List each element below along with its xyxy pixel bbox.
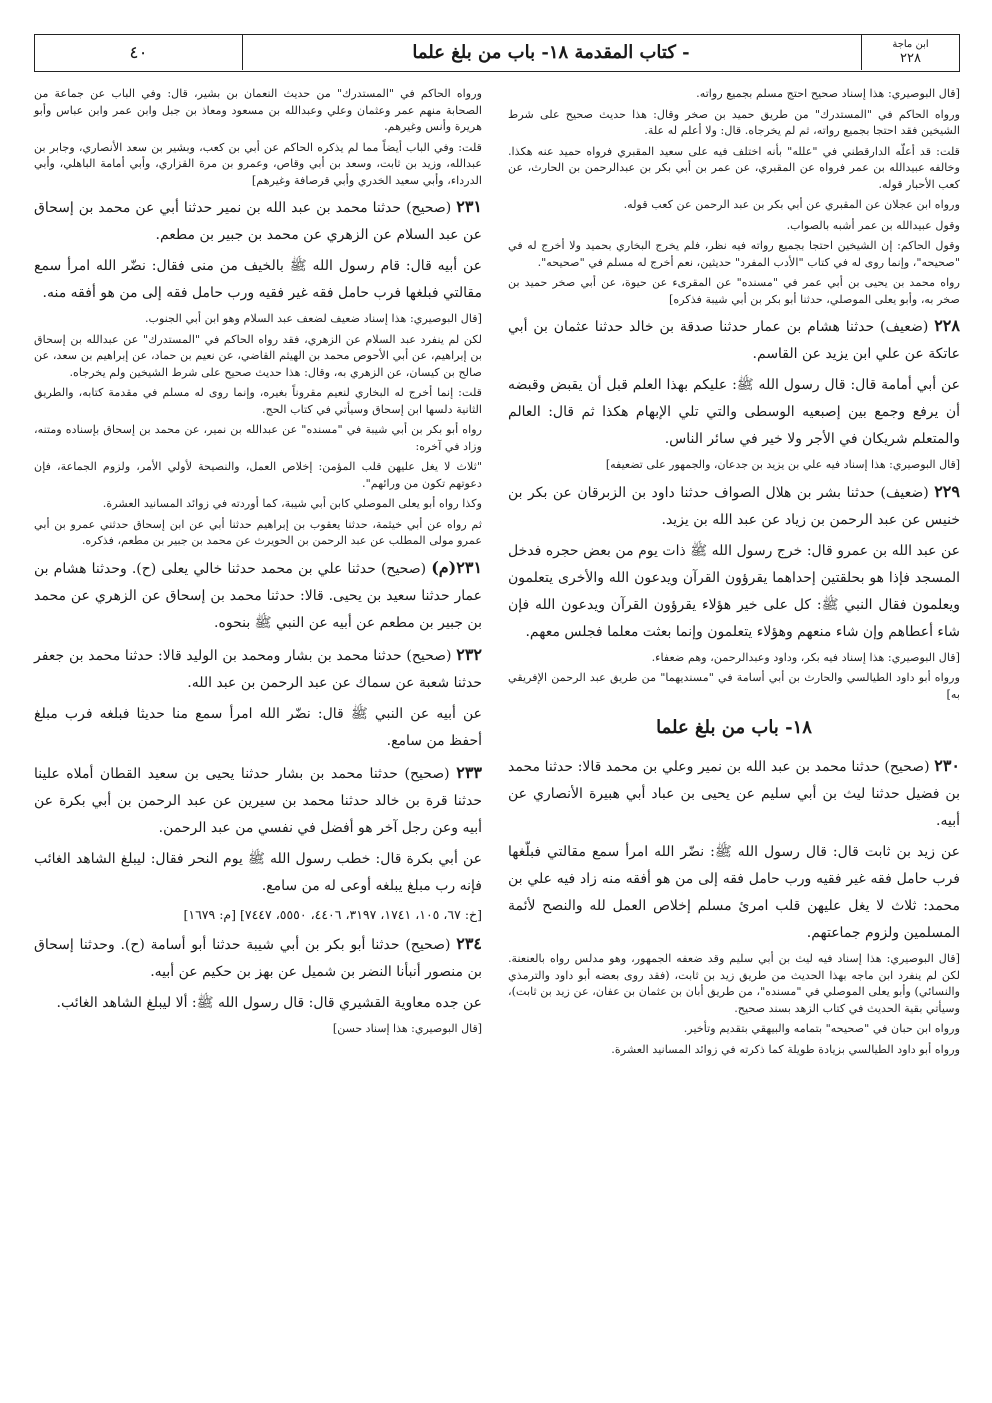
hadith-230 (508, 752, 960, 835)
footnote: قلت: إنما أخرج له البخاري لنعيم مقروناً بغيره، وإنما روى له مسلم في مقدمة كتابه، والطريق الثانية دلسها ابن إسحاق وسيأتي في كتاب الحج. (34, 386, 482, 416)
hadith-number: ٢٢٩ (934, 481, 960, 501)
hadith-grade: (ضعيف) (880, 319, 929, 335)
page-header (34, 34, 960, 72)
hadith-231m (34, 554, 482, 637)
footnote: ورواه الحاكم في "المستدرك" من طريق حميد بن صخر وقال: هذا حديث صحيح على شرط الشيخين فقد احتجا بجميع رواته، ثم لم يخرجاه. قال: ولا أعلم له علة. (508, 107, 960, 137)
hadith-grade: (صحيح) (406, 200, 452, 216)
footnote: قلت: قد أعلّه الدارقطني في "علله" بأنه اختلف فيه على سعيد المقبري فرواه حميد عنه هكذا. وخالفه عبيدالله بن عمر فرواه عن المقبري، عن عمر بن أبي بكر بن عبدالرحمن بن الحارث، عن كعب الأحبار قوله. (508, 144, 960, 191)
hadith-grade: (صحيح) (380, 560, 427, 577)
footnote: وكذا رواه أبو يعلى الموصلي كابن أبي شيبة، كما أوردته في زوائد المسانيد العشرة. (102, 497, 482, 510)
right-column (508, 86, 960, 1062)
cross-references: [خ: ٦٧، ١٠٥، ١٧٤١، ٣١٩٧، ٤٤٠٦، ٥٥٥٠، ٧٤٤٧] [م: ١٦٧٩] (183, 906, 482, 922)
hadith-number: ٢٣٣ (456, 762, 482, 782)
footnote: ورواه أبو داود الطيالسي والحارث بن أبي أسامة في "مسنديهما" من طريق عبد الرحمن الإفريقي به] (508, 671, 960, 701)
hadith-228 (508, 312, 960, 368)
footnote: رواه أبو بكر بن أبي شيبة في "مسنده" عن عبدالله بن نمير، عن محمد بن إسحاق بإسناده ومتنه، وزاد في آخره: (34, 423, 482, 453)
running-title: - كتاب المقدمة ١٨- باب من بلغ علما (412, 42, 690, 63)
hadith-grade: (صحيح) (405, 936, 451, 953)
footnote: [قال البوصيري: هذا إسناد فيه بكر، وداود وعبدالرحمن، وهم ضعفاء. (651, 650, 960, 664)
footnote: [قال البوصيري: هذا إسناد ضعيف لضعف عبد السلام وهو ابن أبي الجنوب. (144, 312, 482, 325)
footnote: لكن لم ينفرد عبد السلام عن الزهري، فقد رواه الحاكم في "المستدرك" عن عبدالله بن إسحاق بن إبراهيم، عن أبي الأحوص محمد بن الهيثم القاضي، عن نعيم بن حماد، عن إبراهيم بن سعد، عن صالح بن كيسان، عن الزهري به، وقال: هذا حديث صحيح على شرط الشيخين ولم يخرجاه. (34, 332, 482, 379)
hadith-isnad: حدثنا محمد بن عبد الله بن نمير وعلي بن محمد قالا: حدثنا محمد بن فضيل حدثنا ليث بن أبي سليم عن يحيى بن عباد أبي هبيرة الأنصاري عن أبيه. (508, 759, 960, 829)
hadith-number: ٢٣٢ (456, 644, 483, 664)
hadith-matn: عن أبيه قال: قام رسول الله ﷺ بالخيف من منى فقال: نضّر الله امرأ سمع مقالتي فبلغها فرب حامل فقه غير فقيه ورب حامل فقه إلى من هو أفقه منه. (34, 258, 482, 301)
hadith-234 (34, 930, 482, 986)
hadith-isnad: حدثنا علي بن محمد حدثنا خالي يعلى (ح). وحدثنا هشام بن عمار حدثنا سعيد بن يحيى. قالا: حدثنا محمد بن إسحاق عن الزهري عن محمد بن جبير بن مطعم عن أبيه عن النبي ﷺ بنحوه. (34, 560, 482, 631)
hadith-isnad: حدثنا محمد بن عبد الله بن نمير حدثنا أبي عن محمد بن إسحاق عن عبد السلام عن الزهري عن محمد بن جبير بن مطعم. (34, 200, 482, 243)
hadith-grade: (صحيح) (406, 647, 452, 664)
hadith-isnad: حدثنا هشام بن عمار حدثنا صدقة بن خالد حدثنا عثمان بن أبي عاتكة عن علي ابن يزيد عن القاسم. (508, 319, 960, 362)
footnote: رواه محمد بن يحيى بن أبي عمر في "مسنده" عن المقرىء عن حيوة، عن أبي صخر حميد بن صخر به، وأبو يعلى الموصلي، حدثنا أبو بكر بن أبي شيبة فذكره] (508, 276, 960, 306)
hadith-matn: عن جده معاوية القشيري قال: قال رسول الله ﷺ: ألا ليبلغ الشاهد الغائب. (56, 994, 482, 1011)
footnote: قلت: وفي الباب أيضاً مما لم يذكره الحاكم عن أبي بن كعب، وبشير بن سعد الأنصاري، وجابر بن عبدالله، وزيد بن ثابت، وسعد بن أبي وقاص، وعمرو بن مرة القزاري، وأبي أمامة الباهلي، وأبي الدرداء، وأبي سعيد الخدري وأبي قرصافة وغيرهم] (34, 140, 482, 187)
document-page (34, 34, 960, 1374)
footnote: [قال البوصيري: هذا إسناد صحيح احتج مسلم بجميع رواته. (696, 87, 960, 100)
hadith-isnad: حدثنا بشر بن هلال الصواف حدثنا داود بن الزبرقان عن بكر بن خنيس عن عبد الرحمن بن زياد عن عبد الله بن يزيد. (508, 484, 960, 528)
hadith-isnad: حدثنا أبو بكر بن أبي شيبة حدثنا أبو أسامة (ح). وحدثنا إسحاق بن منصور أنبأنا النضر بن شميل عن بهز بن حكيم عن أبيه. (34, 936, 482, 980)
hadith-isnad: حدثنا محمد بن بشار ومحمد بن الوليد قالا: حدثنا محمد بن جعفر حدثنا شعبة عن سماك عن عبد الرحمن بن عبد الله. (34, 647, 482, 691)
footnote: [قال البوصيري: هذا إسناد حسن] (332, 1021, 482, 1035)
hadith-233 (34, 759, 482, 842)
hadith-grade: (صحيح) (884, 759, 930, 775)
footnote: ورواه ابن عجلان عن المقبري عن أبي بكر بن عبد الرحمن عن كعب قوله. (623, 198, 960, 211)
hadith-grade: (صحيح) (404, 765, 450, 782)
hadith-matn: عن أبيه عن النبي ﷺ قال: نضّر الله امرأ سمع منا حديثا فبلغه فرب مبلغ أحفظ من سامع. (34, 705, 482, 749)
hadith-number: ٢٢٨ (934, 316, 960, 335)
hadith-matn: عن زيد بن ثابت قال: قال رسول الله ﷺ: نضّر الله امرأ سمع مقالتي فبلّغها فرب حامل فقه غير فقيه ورب حامل فقه إلى من هو أفقه منه زاد فيه علي بن محمد: ثلاث لا يغل عليهن قلب امرئ مسلم إخلاص العمل لله والنصح لأئمة المسلمين ولزوم جماعتهم. (508, 844, 960, 941)
chapter-heading: ١٨- باب من بلغ علما (656, 717, 812, 738)
left-column (34, 86, 482, 1041)
footnote: ورواه الحاكم في "المستدرك" من حديث النعمان بن بشير، قال: وفي الباب عن جماعة من الصحابة منهم عمر وعثمان وعلي وعبدالله بن مسعود ومعاذ بن جبل وابن عمر وابن عباس وأبو هريرة وأنس وغيرهم. (34, 87, 482, 133)
hadith-matn: عن أبي أمامة قال: قال رسول الله ﷺ: عليكم بهذا العلم قبل أن يقبض وقبضه أن يرفع وجمع بين إصبعيه الوسطى والتي تلي الإبهام هكذا ثم قال: العالم والمتعلم شريكان في الأجر ولا خير في سائر الناس. (508, 377, 960, 447)
footnote: ورواه ابن حبان في "صحيحه" بتمامه والبيهقي بتقديم وتأخير. (683, 1022, 960, 1035)
hadith-number: ٢٣٠ (934, 756, 961, 775)
hadith-isnad: حدثنا محمد بن بشار حدثنا يحيى بن سعيد القطان أملاه علينا حدثنا قرة بن خالد حدثنا محمد بن سيرين عن عبد الرحمن بن أبي بكرة عن أبيه وعن رجل آخر هو أفضل في نفسي من عبد الرحمن. (34, 765, 482, 836)
footnote: "ثلاث لا يغل عليهن قلب المؤمن: إخلاص العمل، والنصيحة لأولي الأمر، ولزوم الجماعة، فإن دعوتهم تكون من ورائهم". (34, 460, 482, 490)
book-label-cell (861, 35, 959, 70)
footnote: وقول عبيدالله بن عمر أشبه بالصواب. (786, 218, 960, 232)
book-short-name: ابن ماجة (892, 38, 929, 50)
footnote: وقول الحاكم: إن الشيخين احتجا بجميع رواته فيه نظر، فلم يخرج البخاري بحميد ولا أخرج له في "صحيحه"، وإنما روى له في كتاب "الأدب المفرد" حديثين، نعم أخرج له مسلم في "صحيحه". (508, 239, 960, 269)
hadith-number: ٢٣١(م) (431, 557, 483, 577)
hadith-grade: (ضعيف) (880, 484, 929, 501)
hadith-229 (508, 478, 960, 534)
hadith-matn: عن عبد الله بن عمرو قال: خرج رسول الله ﷺ ذات يوم من بعض حجره فدخل المسجد فإذا هو بحلقتين إحداهما يقرؤون القرآن ويدعون الله والأخرى يتعلمون ويعلمون فقال النبي ﷺ: كل على خير هؤلاء يقرؤون القرآن ويدعون الله فإن شاء أعطاهم وإن شاء منعهم وهؤلاء يتعلمون وإنما بعثت معلما فجلس معهم. (508, 542, 960, 640)
hadith-231 (34, 193, 482, 249)
volume-marker: ٤٠ (35, 35, 243, 70)
hadith-matn: عن أبي بكرة قال: خطب رسول الله ﷺ يوم النحر فقال: ليبلغ الشاهد الغائب فإنه رب مبلغ يبلغه أوعى له من سامع. (34, 850, 482, 894)
hadith-number: ٢٣٤ (456, 933, 483, 953)
footnote: [قال البوصيري: هذا إسناد فيه ليث بن أبي سليم وقد ضعفه الجمهور، وهو مدلس رواه بالعنعنة. لكن لم ينفرد ابن ماجه بهذا الحديث من طريق زيد بن ثابت، (فقد روى بعضه أبو داود والترمذي والنسائي) وأبو يعلى الموصلي في "مسنده"، من طريق أبان بن عثمان بن عفان، عن زيد بن ثابت)، وسيأتي بقية الحديث في كتاب الزهد بسند صحيح. (508, 952, 960, 1015)
footnote: ثم رواه عن أبي خيثمة، حدثنا يعقوب بن إبراهيم حدثنا أبي عن ابن إسحاق حدثني عمرو بن أبي عمرو مولى المطلب عن عبد الرحمن بن الحويرث عن محمد بن جبير بن مطعم، فذكره. (34, 517, 482, 547)
hadith-number: ٢٣١ (456, 197, 483, 216)
hadith-232 (34, 641, 482, 697)
page-number: ٢٢٨ (900, 50, 921, 66)
footnote: [قال البوصيري: هذا إسناد فيه علي بن يزيد بن جدعان، والجمهور على تضعيفه] (605, 458, 960, 471)
footnote: ورواه أبو داود الطيالسي بزيادة طويلة كما ذكرته في زوائد المسانيد العشرة. (611, 1042, 960, 1056)
